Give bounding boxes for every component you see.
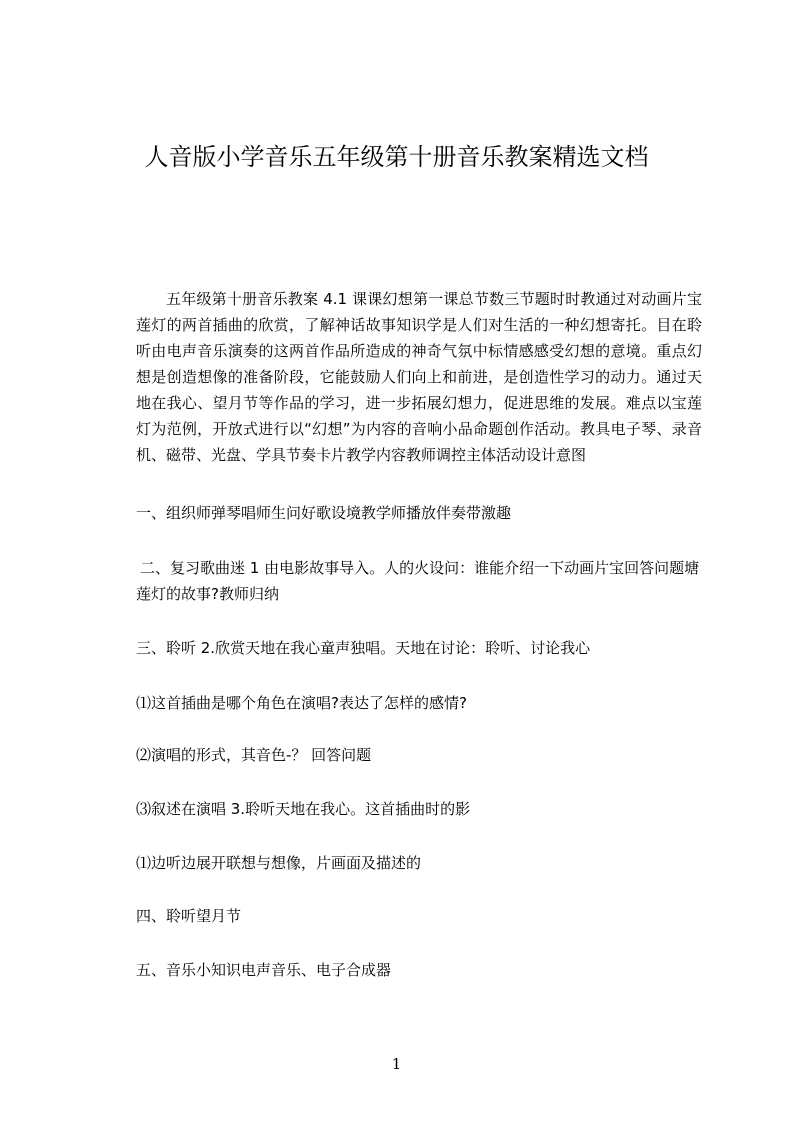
page-number: 1 [391, 1055, 402, 1073]
list-item: ⑶叙述在演唱 3.聆听天地在我心。这首插曲时的影 [136, 800, 471, 818]
section-heading-5: 五、音乐小知识电声音乐、电子合成器 [136, 961, 392, 979]
list-item: ⑴这首插曲是哪个角色在演唱?表达了怎样的感情? [136, 694, 467, 712]
list-item: ⑵演唱的形式，其音色-？ 回答问题 [136, 746, 372, 764]
section-heading-2: 二、复习歌曲迷 1 由电影故事导入。人的火设问：谁能介绍一下动画片宝回答问题塘莲灯的故事?教师归纳 [136, 559, 700, 603]
page-title: 人音版小学音乐五年级第十册音乐教案精选文档 [144, 143, 649, 171]
section-heading-4: 四、聆听望月节 [136, 907, 242, 925]
list-item: ⑴边听边展开联想与想像，片画面及描述的 [136, 854, 422, 872]
section-heading-1: 一、组织师弹琴唱师生问好歌设境教学师播放伴奏带激趣 [136, 504, 512, 522]
intro-paragraph: 五年级第十册音乐教案 4.1 课课幻想第一课总节数三节题时时教通过对动画片宝莲灯的两首插曲的欣赏，了解神话故事知识学是人们对生活的一种幻想寄托。目在聆听由电声音乐演奏的这两首作品所造成的神奇气氛中标情感感受幻想的意境。重点幻想是创造想像的准备阶段，它能鼓励人们向上和前进，是创造性学习的动力。通过天地在我心、望月节等作品的学习，进一步拓展幻想力，促进思维的发展。难点以宝莲灯为范例，开放式进行以“幻想”为内容的音响小品命题创作活动。教具电子琴、录音机、磁带、光盘、学具节奏卡片教学内容教师调控主体活动设计意图 [136, 290, 702, 464]
section-heading-3: 三、聆听 2.欣赏天地在我心童声独唱。天地在讨论：聆听、讨论我心 [136, 639, 591, 657]
